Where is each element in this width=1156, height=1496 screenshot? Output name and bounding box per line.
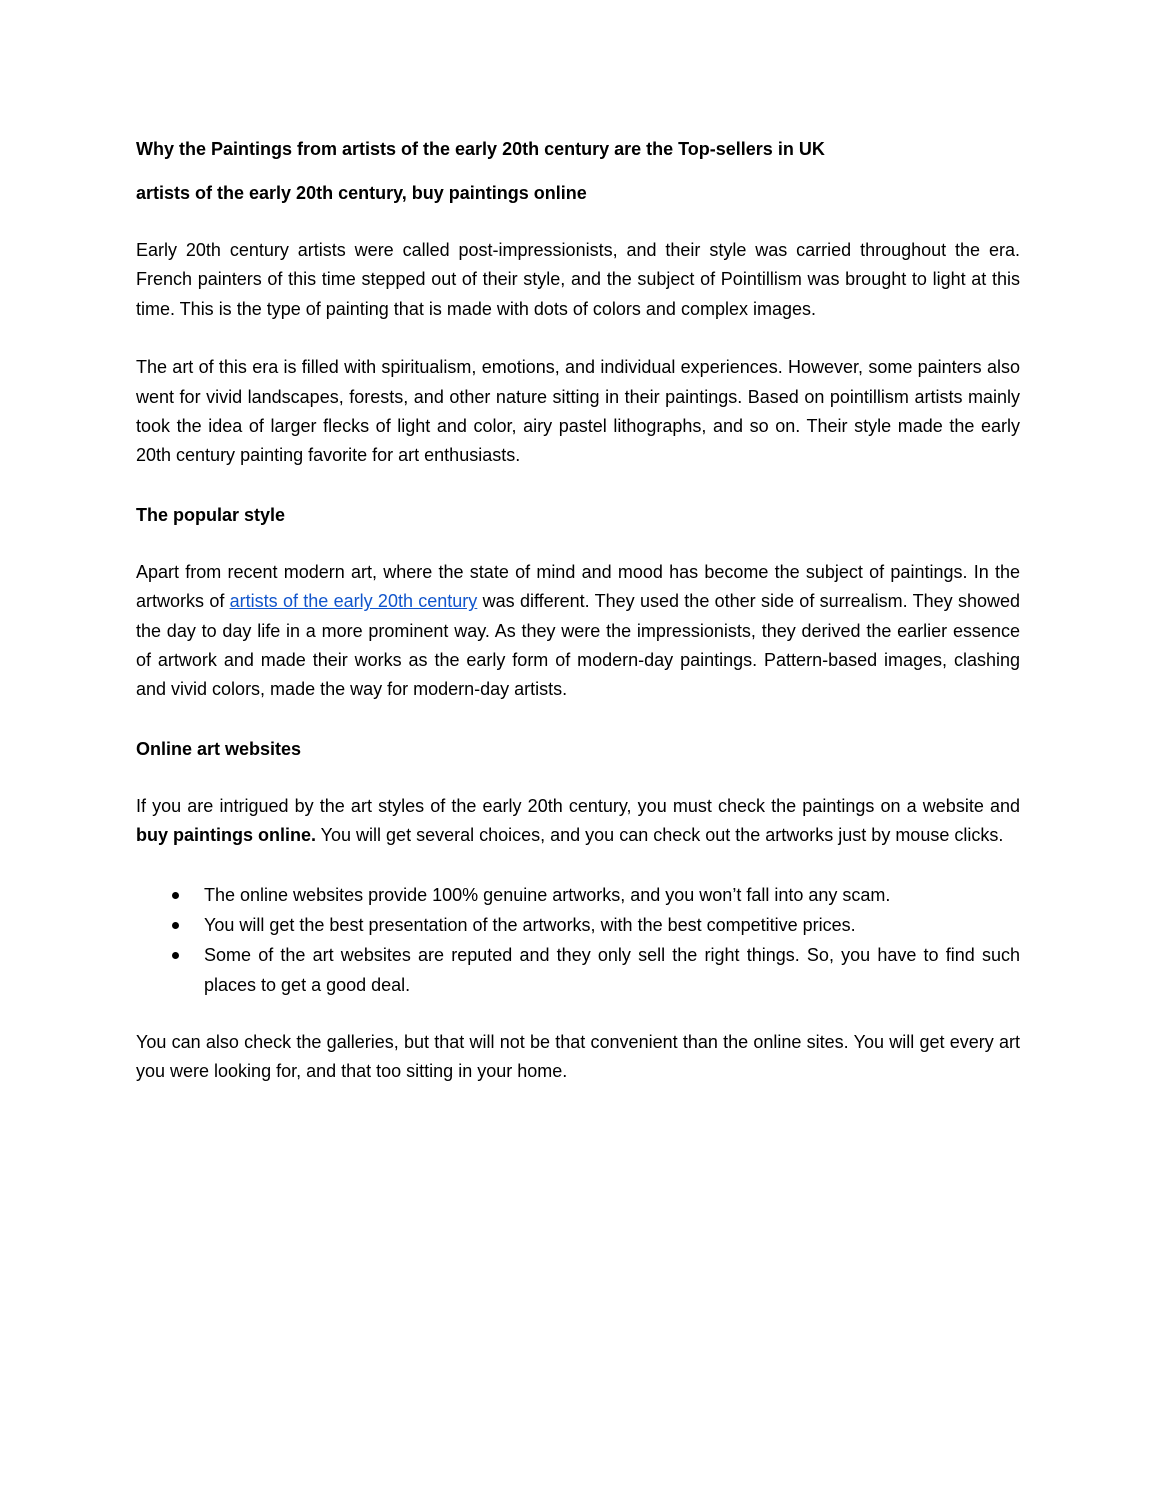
artists-link[interactable]: artists of the early 20th century [229,591,478,612]
document-title: Why the Paintings from artists of the early 20th century are the Top-sellers in UK [136,139,825,159]
list-item-text: The online websites provide 100% genuine artworks, and you won’t fall into any scam. [204,884,891,905]
bullet-icon [172,922,179,929]
paragraph-era: The art of this era is filled with spiritualism, emotions, and individual experiences. However, some painters also went for vivid landscapes, forests, and other nature sitting in their paintings. Based on pointillism artists mainly took the idea of larger flecks of light and color, airy pastel lithographs, and so on. Their style made the early 20th century painting favorite for art enthusiasts. [136,357,1020,466]
bullet-icon [172,892,179,899]
bullet-icon [172,952,179,959]
benefits-list [136,880,1020,1000]
paragraph-online-websites [136,792,1020,851]
list-item [136,910,1020,940]
section-heading-online-websites: Online art websites [136,738,302,759]
list-item [136,880,1020,910]
section-heading-popular-style: The popular style [136,504,286,525]
list-item [136,940,1020,1000]
paragraph-text: If you are intrigued by the art styles of the early 20th century, you must check the paintings on a website and [136,795,1020,816]
document-page [136,134,1020,1116]
paragraph-popular-style [136,558,1020,705]
paragraph-intro: Early 20th century artists were called post-impressionists, and their style was carried throughout the era. French painters of this time stepped out of their style, and the subject of Pointillism was brought to light at this time. This is the type of painting that is made with dots of colors and complex images. [136,240,1020,319]
paragraph-text: was different. They used the other side of surrealism. They showed the day to day life in a more prominent way. As they were the impressionists, they derived the earlier essence of artwork and made their works as the early form of modern-day paintings. Pattern-based images, clashing and vivid colors, made the way for modern-day artists. [136,591,1020,700]
list-item-text: Some of the art websites are reputed and they only sell the right things. So, you have to find such places to get a good deal. [204,944,1020,995]
paragraph-text: Apart from recent modern art, where the state of mind and mood has become the subject of paintings. In the artworks of [136,561,1020,612]
paragraph-closing: You can also check the galleries, but that will not be that convenient than the online sites. You will get every art you were looking for, and that too sitting in your home. [136,1031,1020,1082]
bold-keyword: buy paintings online. [136,825,316,846]
list-item-text: You will get the best presentation of the artworks, with the best competitive prices. [204,914,856,935]
document-keywords: artists of the early 20th century, buy paintings online [136,183,587,203]
paragraph-text: You will get several choices, and you can check out the artworks just by mouse clicks. [316,825,1004,846]
